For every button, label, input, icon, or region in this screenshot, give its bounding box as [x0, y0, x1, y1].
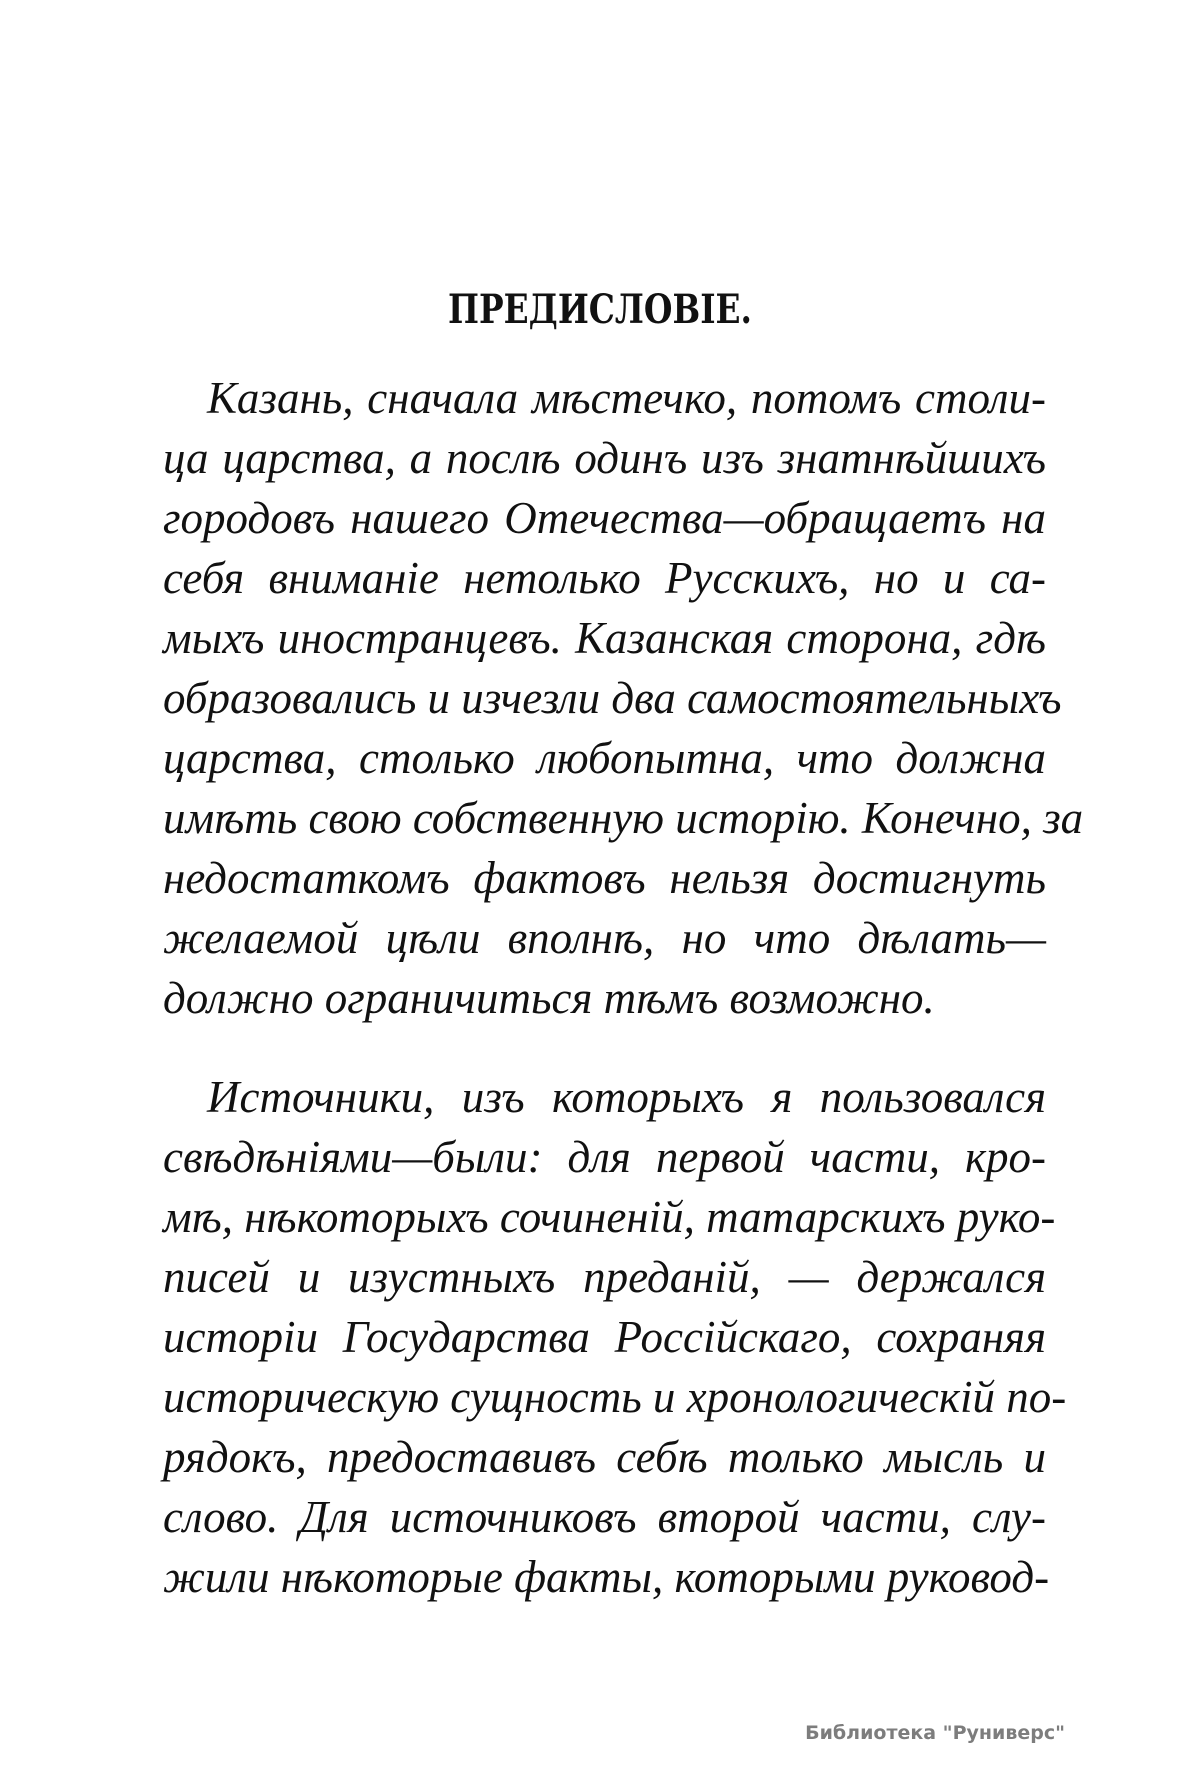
text-line: свѣдѣніями—были: для первой части, кро-: [163, 1132, 1046, 1182]
library-watermark: Библиотека "Руниверс": [805, 1722, 1065, 1744]
text-line: ца царства, а послѣ одинъ изъ знатнѣйшихъ: [163, 433, 1046, 483]
text-line: мыхъ иностранцевъ. Казанская сторона, гдѣ: [163, 613, 1046, 663]
text-line: городовъ нашего Отечества—обращаетъ на: [163, 493, 1046, 543]
paragraph-2: [163, 1067, 1067, 1607]
text-line: Источники, изъ которыхъ я пользовался: [207, 1072, 1046, 1122]
text-line: историческую сущность и хронологическій по-: [163, 1372, 1067, 1422]
text-line: должно ограничиться тѣмъ возможно.: [163, 973, 935, 1023]
text-line: мѣ, нѣкоторыхъ сочиненій, татарскихъ руко-: [163, 1192, 1056, 1242]
text-line: царства, столько любопытна, что должна: [163, 733, 1046, 783]
page-title: ПРЕДИСЛОВІЕ.: [448, 286, 752, 333]
text-line: рядокъ, предоставивъ себѣ только мысль и: [163, 1432, 1046, 1482]
text-line: имѣть свою собственную исторію. Конечно, за: [163, 793, 1084, 843]
text-line: Казань, сначала мѣстечко, потомъ столи-: [207, 373, 1046, 423]
paragraph-1: [163, 368, 1084, 1028]
text-line: исторіи Государства Россійскаго, сохраняя: [163, 1312, 1046, 1362]
text-line: жили нѣкоторые факты, которыми руковод-: [163, 1552, 1050, 1602]
text-line: желаемой цѣли вполнѣ, но что дѣлать—: [163, 913, 1046, 963]
text-line: себя вниманіе нетолько Русскихъ, но и са-: [163, 553, 1046, 603]
text-line: недостаткомъ фактовъ нельзя достигнуть: [163, 853, 1046, 903]
text-line: слово. Для источниковъ второй части, слу-: [163, 1492, 1046, 1542]
text-line: писей и изустныхъ преданій, — держался: [163, 1252, 1046, 1302]
text-line: образовались и изчезли два самостоятельныхъ: [163, 673, 1062, 723]
